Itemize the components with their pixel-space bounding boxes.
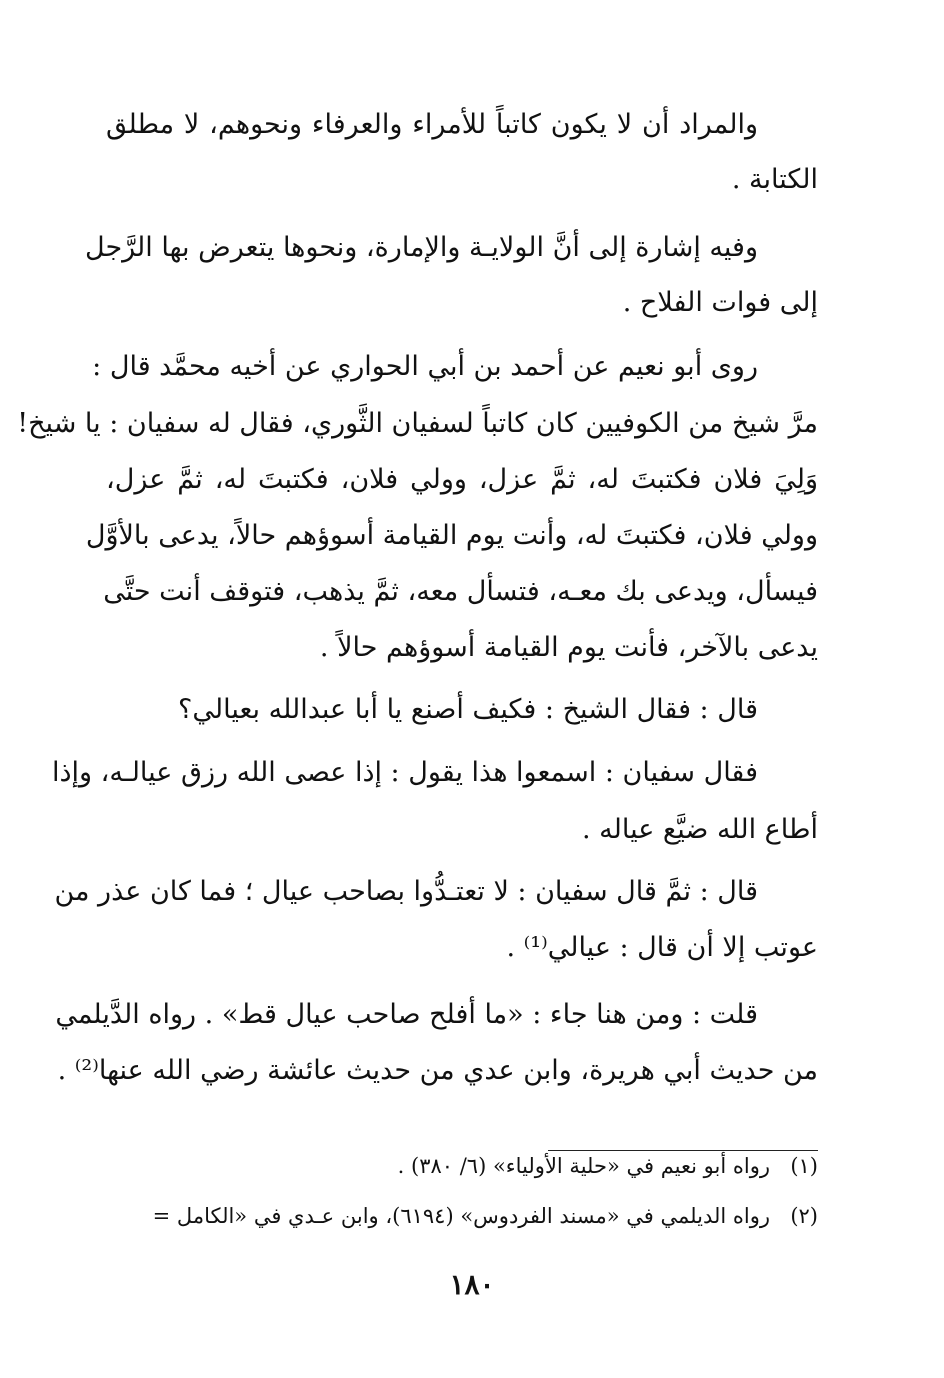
text-line: يدعى بالآخر، فأنت يوم القيامة أسوؤهم حالاً .	[319, 632, 818, 663]
text-line: وَلِيَ فلان فكتبتَ له، ثمَّ عزل، وولي فلان، فكتبتَ له، ثمَّ عزل،	[106, 464, 818, 495]
page-number: ١٨٠	[449, 1268, 495, 1301]
footnote	[106, 1150, 818, 1182]
text-line: روى أبو نعيم عن أحمد بن أبي الحواري عن أخيه محمَّد قال :	[92, 351, 758, 382]
text-line: قال : فقال الشيخ : فكيف أصنع يا أبا عبدالله بعيالي؟	[178, 694, 758, 725]
footnote-text: رواه الديلمي في «مسند الفردوس» (٦١٩٤)، وابن عـدي في «الكامل =	[152, 1204, 770, 1228]
text-line: وفيه إشارة إلى أنَّ الولايـة والإمارة، ونحوها يتعرض بها الرَّجل	[85, 232, 758, 263]
text-line: قال : ثمَّ قال سفيان : لا تعتـدُّوا بصاحب عيال ؛ فما كان عذر من	[54, 876, 758, 907]
text-line: والمراد أن لا يكون كاتباً للأمراء والعرفاء ونحوهم، لا مطلق	[106, 109, 758, 140]
text-line: من حديث أبي هريرة، وابن عدي من حديث عائشة رضي الله عنها⁽²⁾ .	[57, 1055, 818, 1086]
text-line: وولي فلان، فكتبتَ له، وأنت يوم القيامة أسوؤهم حالاً، يدعى بالأوَّل	[85, 520, 818, 551]
text-line: الكتابة .	[731, 164, 818, 195]
text-line: عوتب إلا أن قال : عيالي⁽¹⁾ .	[506, 932, 818, 963]
footnote-number: (٢)	[790, 1204, 818, 1228]
footnote	[106, 1200, 818, 1232]
text-line: فقال سفيان : اسمعوا هذا يقول : إذا عصى الله رزق عيالـه، وإذا	[51, 757, 758, 788]
text-line: إلى فوات الفلاح .	[622, 287, 818, 318]
footnote-text: رواه أبو نعيم في «حلية الأولياء» (٦/ ٣٨٠) .	[397, 1154, 770, 1178]
text-line: مرَّ شيخ من الكوفيين كان كاتباً لسفيان الثَّوري، فقال له سفيان : يا شيخ!	[17, 408, 818, 439]
text-line: أطاع الله ضيَّع عياله .	[581, 814, 818, 845]
text-line: فيسأل، ويدعى بك معـه، فتسأل معه، ثمَّ يذهب، فتوقف أنت حتَّى	[103, 576, 818, 607]
footnote-number: (١)	[790, 1154, 818, 1178]
text-line: قلت : ومن هنا جاء : «ما أفلح صاحب عيال قط» . رواه الدَّيلمي	[55, 999, 758, 1030]
